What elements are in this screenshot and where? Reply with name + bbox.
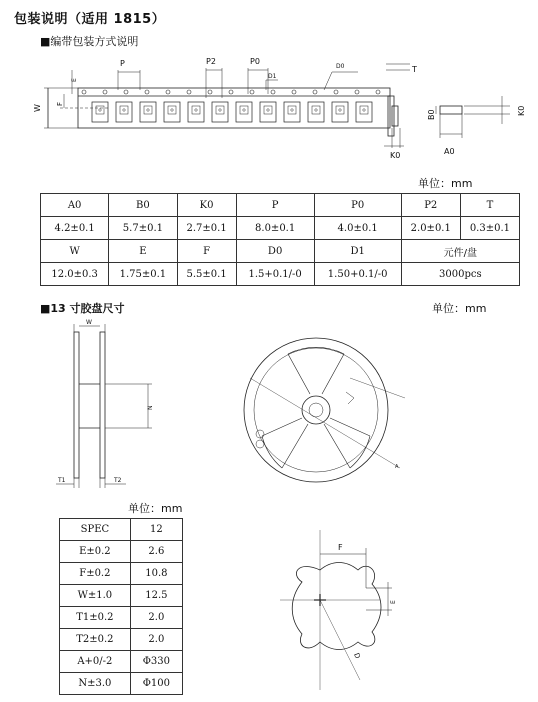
label-t: T	[412, 65, 417, 74]
table-row	[60, 607, 183, 629]
value-cell: 3000pcs	[401, 263, 519, 286]
header-cell: F	[177, 240, 236, 263]
pocket-component	[288, 106, 296, 114]
value-cell: 10.8	[130, 563, 182, 585]
pocket-component	[360, 106, 368, 114]
pocket-hole	[291, 109, 293, 111]
tape-section-heading: ■编带包装方式说明	[40, 35, 139, 48]
label-b0: B0	[427, 109, 436, 120]
value-cell: 2.0	[130, 607, 182, 629]
component-pocket	[92, 102, 108, 122]
pocket-component	[168, 106, 176, 114]
sprocket-hole	[376, 90, 380, 94]
sprocket-hole	[355, 90, 359, 94]
table-row	[41, 240, 520, 263]
value-cell: 1.75±0.1	[109, 263, 177, 286]
pocket-component	[192, 106, 200, 114]
pocket-hole	[363, 109, 365, 111]
sprocket-hole	[124, 90, 128, 94]
sprocket-hole	[145, 90, 149, 94]
header-cell: 12	[130, 519, 182, 541]
label-reel-t1: T1	[58, 477, 66, 484]
header-cell: P	[236, 194, 314, 217]
label-p: P	[120, 59, 125, 68]
header-cell: W	[41, 240, 109, 263]
spec-cell: F±0.2	[60, 563, 131, 585]
sprocket-hole	[187, 90, 191, 94]
sprocket-hole	[208, 90, 212, 94]
page-title: 包装说明（适用 1815）	[14, 12, 166, 27]
spec-cell: T2±0.2	[60, 629, 131, 651]
value-cell: Φ330	[130, 651, 182, 673]
table-row	[60, 541, 183, 563]
table-row	[60, 673, 183, 695]
header-cell: D1	[314, 240, 401, 263]
header-cell: 元件/盘	[401, 240, 519, 263]
component-pocket	[284, 102, 300, 122]
spec-cell: E±0.2	[60, 541, 131, 563]
pocket-hole	[243, 109, 245, 111]
reel-spec-table	[59, 518, 183, 695]
value-cell: 12.5	[130, 585, 182, 607]
component-pocket	[116, 102, 132, 122]
table-row	[60, 585, 183, 607]
component-pocket	[356, 102, 372, 122]
value-cell: 1.5+0.1/-0	[236, 263, 314, 286]
label-d0: D0	[336, 63, 345, 70]
tape-diagram	[30, 50, 530, 170]
label-p0: P0	[250, 57, 260, 66]
label-d1: D1	[268, 73, 277, 80]
sprocket-hole	[229, 90, 233, 94]
component-pocket	[332, 102, 348, 122]
pocket-component	[96, 106, 104, 114]
pocket-hole	[147, 109, 149, 111]
value-cell: 5.7±0.1	[109, 217, 177, 240]
label-hub-d: D	[352, 651, 362, 660]
tape-unit-label: 单位：mm	[418, 177, 473, 190]
header-cell: T	[460, 194, 519, 217]
pocket-component	[264, 106, 272, 114]
component-pocket	[236, 102, 252, 122]
label-hub-e: E	[390, 600, 397, 604]
sprocket-hole	[271, 90, 275, 94]
table-row	[60, 519, 183, 541]
pocket-hole	[219, 109, 221, 111]
label-reel-w: W	[86, 319, 92, 326]
header-cell: SPEC	[60, 519, 131, 541]
pocket-component	[120, 106, 128, 114]
value-cell: 2.7±0.1	[177, 217, 236, 240]
component-pocket	[188, 102, 204, 122]
sprocket-hole	[334, 90, 338, 94]
component-pocket	[260, 102, 276, 122]
value-cell: 0.3±0.1	[460, 217, 519, 240]
value-cell: 1.50+0.1/-0	[314, 263, 401, 286]
pocket-component	[216, 106, 224, 114]
header-cell: D0	[236, 240, 314, 263]
header-cell: P2	[401, 194, 460, 217]
pocket-component	[312, 106, 320, 114]
label-e: E	[71, 78, 78, 82]
pocket-hole	[315, 109, 317, 111]
reel-unit-label: 单位：mm	[432, 302, 487, 315]
table-row	[41, 194, 520, 217]
reel-front-view	[230, 318, 430, 498]
pocket-hole	[195, 109, 197, 111]
spec-cell: A+0/-2	[60, 651, 131, 673]
component-pocket	[308, 102, 324, 122]
header-cell: P0	[314, 194, 401, 217]
sprocket-hole	[313, 90, 317, 94]
value-cell: 2.0±0.1	[401, 217, 460, 240]
pocket-hole	[171, 109, 173, 111]
value-cell: 8.0±0.1	[236, 217, 314, 240]
pocket-hole	[99, 109, 101, 111]
pocket-hole	[339, 109, 341, 111]
reel-section-heading: ■13 寸胶盘尺寸	[40, 302, 125, 315]
spec-cell: N±3.0	[60, 673, 131, 695]
label-hub-f: F	[338, 543, 343, 552]
label-w: W	[33, 104, 42, 112]
spec-cell: W±1.0	[60, 585, 131, 607]
value-cell: 12.0±0.3	[41, 263, 109, 286]
sprocket-hole	[82, 90, 86, 94]
label-reel-a: A	[395, 464, 399, 470]
tape-spec-table	[40, 193, 520, 286]
sprocket-hole	[292, 90, 296, 94]
pocket-component	[240, 106, 248, 114]
table-row	[41, 263, 520, 286]
sprocket-hole	[166, 90, 170, 94]
reel-hub-detail	[280, 530, 400, 696]
table-row	[60, 629, 183, 651]
header-cell: K0	[177, 194, 236, 217]
component-pocket	[212, 102, 228, 122]
pocket-hole	[267, 109, 269, 111]
spec-cell: T1±0.2	[60, 607, 131, 629]
component-pocket	[140, 102, 156, 122]
pocket-component	[336, 106, 344, 114]
header-cell: A0	[41, 194, 109, 217]
table-row	[41, 217, 520, 240]
component-pockets	[92, 102, 372, 122]
label-f: F	[56, 101, 64, 106]
label-k0-right: K0	[517, 105, 526, 116]
label-a0: A0	[444, 147, 455, 156]
table-row	[60, 563, 183, 585]
header-cell: B0	[109, 194, 177, 217]
label-p2: P2	[206, 57, 216, 66]
label-k0-bottom: K0	[390, 151, 401, 160]
value-cell: 2.6	[130, 541, 182, 563]
value-cell: Φ100	[130, 673, 182, 695]
value-cell: 4.2±0.1	[41, 217, 109, 240]
value-cell: 5.5±0.1	[177, 263, 236, 286]
label-reel-n: N	[147, 405, 154, 410]
sprocket-holes	[82, 90, 380, 94]
pocket-component	[144, 106, 152, 114]
label-reel-t2: T2	[114, 477, 122, 484]
sprocket-hole	[250, 90, 254, 94]
header-cell: E	[109, 240, 177, 263]
reel-side-view	[44, 318, 174, 494]
table-row	[60, 651, 183, 673]
component-pocket	[164, 102, 180, 122]
value-cell: 4.0±0.1	[314, 217, 401, 240]
sprocket-hole	[103, 90, 107, 94]
pocket-hole	[123, 109, 125, 111]
value-cell: 2.0	[130, 629, 182, 651]
spec-unit-label: 单位：mm	[128, 502, 183, 515]
